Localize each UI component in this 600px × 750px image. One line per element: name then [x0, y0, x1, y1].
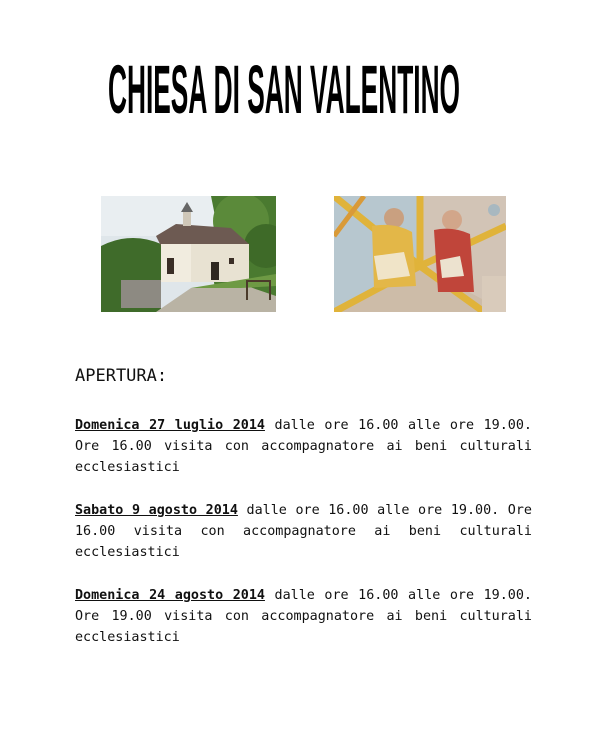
event-item — [75, 415, 532, 478]
event-details: dalle ore 16.00 alle ore 19.00. Ore 16.00 visita con accompagnatore ai beni culturali ecclesiastici — [75, 503, 532, 560]
event-details: dalle ore 16.00 alle ore 19.00. Ore 16.00 visita con accompagnatore ai beni culturali ecclesiastici — [75, 418, 532, 475]
page-title-text: CHIESA DI SAN VALENTINO — [108, 52, 460, 128]
page-title — [108, 48, 464, 128]
church-photo — [101, 196, 276, 312]
event-date: Domenica 27 luglio 2014 — [75, 418, 265, 433]
event-item — [75, 500, 532, 563]
event-details: dalle ore 16.00 alle ore 19.00. Ore 19.00 visita con accompagnatore ai beni culturali ecclesiastici — [75, 588, 532, 645]
event-item — [75, 585, 532, 648]
fresco-photo — [334, 196, 506, 312]
opening-heading: APERTURA: — [75, 366, 168, 386]
event-date: Sabato 9 agosto 2014 — [75, 503, 238, 518]
event-date: Domenica 24 agosto 2014 — [75, 588, 265, 603]
